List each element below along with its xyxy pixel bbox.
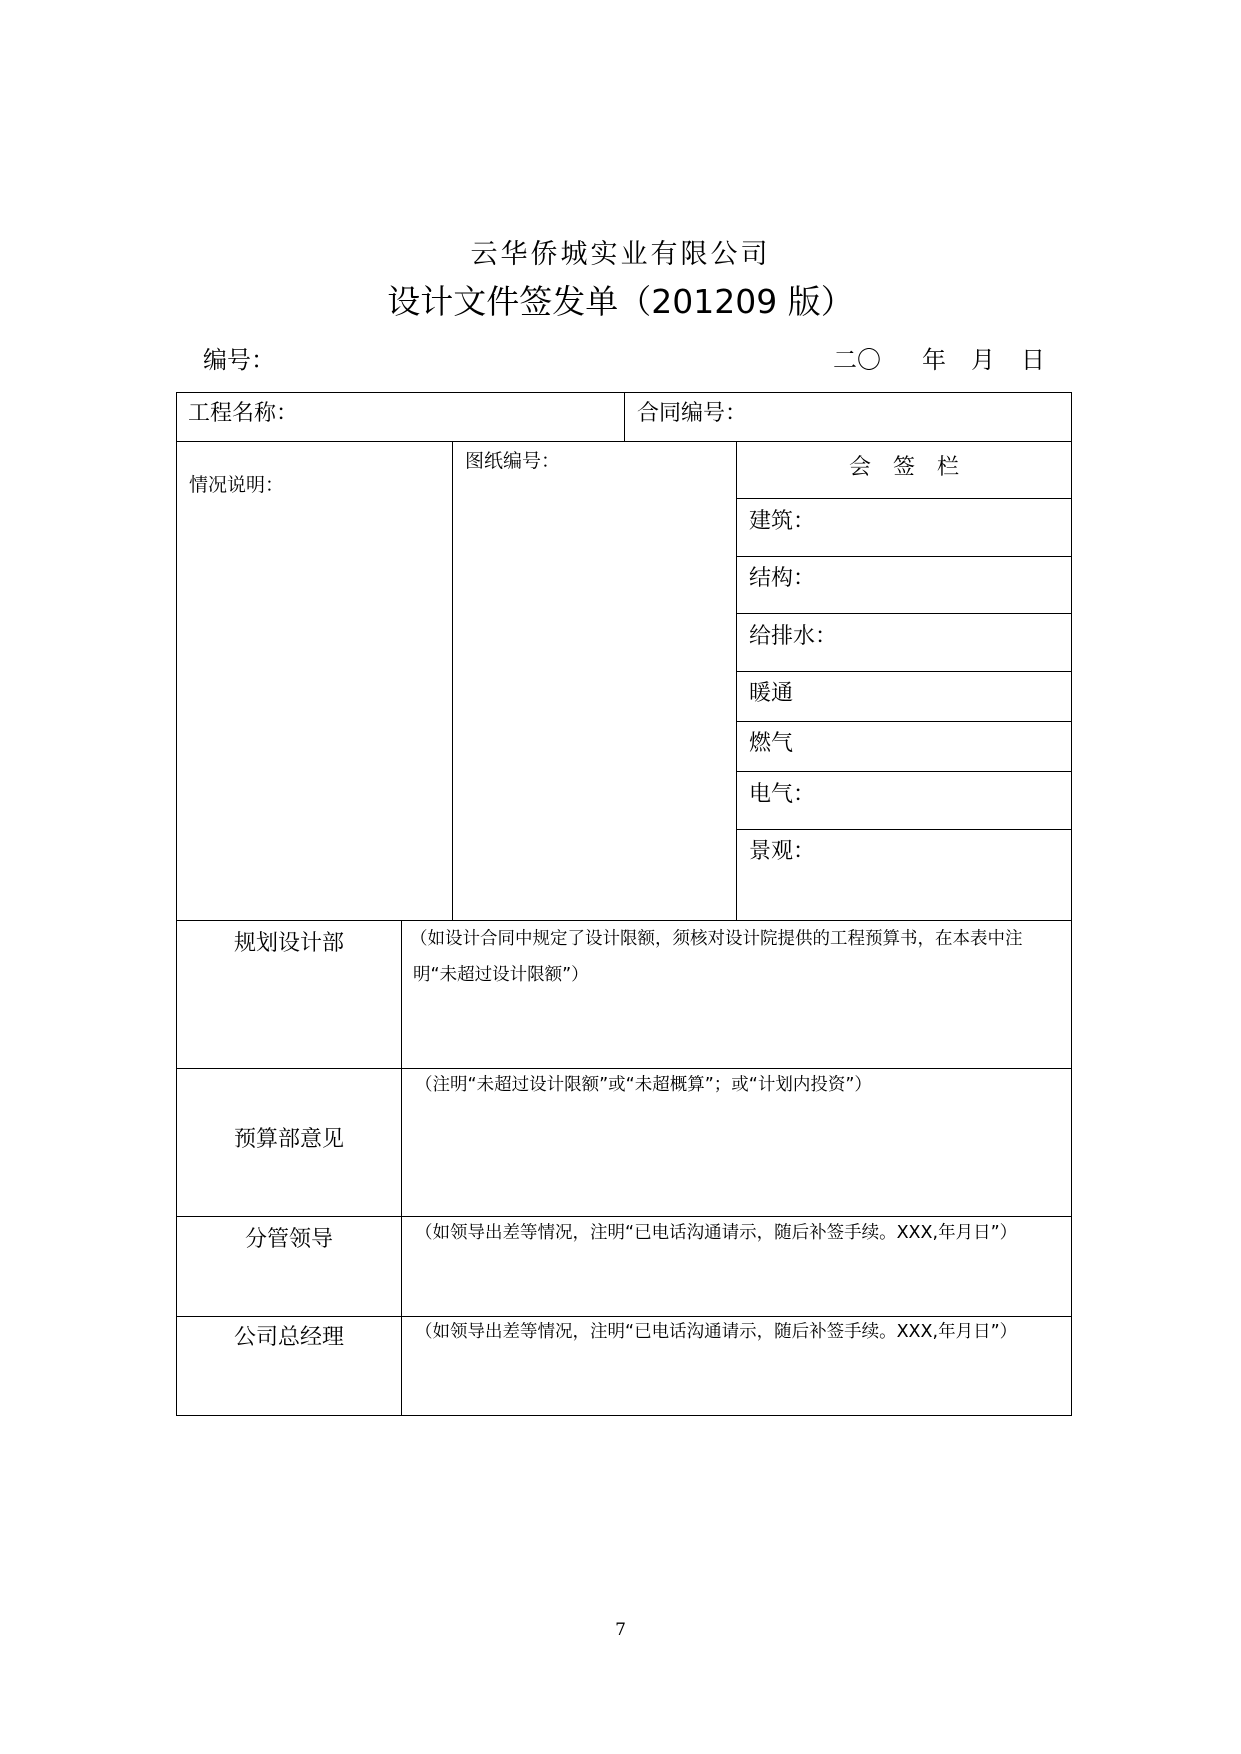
divider-project-contract [624, 392, 625, 442]
dept-gm-note: （如领导出差等情况，注明“已电话沟通请示，随后补签手续。XXX,年月日”） [415, 1322, 1018, 1342]
dept-planning-note-2: 明“未超过设计限额”） [413, 965, 589, 985]
dept-label-divider [401, 920, 402, 1416]
sign-item-architecture: 建筑： [749, 509, 816, 534]
project-name-label: 工程名称： [188, 401, 299, 426]
dept-budget-note: （注明“未超过设计限额”或“未超概算”；或“计划内投资”） [415, 1075, 872, 1095]
sign-item-hvac: 暖通 [749, 681, 794, 706]
dept-line-2 [176, 1216, 1072, 1217]
sign-line-4 [736, 671, 1072, 672]
sign-item-structure: 结构： [749, 566, 816, 591]
table-border-right [1071, 392, 1072, 1416]
dept-leader-label: 分管领导 [244, 1227, 333, 1252]
company-name: 云华侨城实业有限公司 [470, 239, 771, 270]
date-year: 年 [922, 346, 946, 374]
sign-item-electrical: 电气： [749, 782, 816, 807]
page-number: 7 [615, 1620, 626, 1640]
dept-gm-label: 公司总经理 [233, 1325, 344, 1350]
table-border-bottom [176, 1415, 1072, 1416]
dept-row-top [176, 920, 1072, 921]
sign-item-plumbing: 给排水： [749, 624, 838, 649]
form-title: 设计文件签发单（201209 版） [387, 282, 854, 321]
dept-line-1 [176, 1068, 1072, 1069]
divider-situation-drawing [452, 441, 453, 920]
sign-item-gas: 燃气 [749, 731, 794, 756]
sign-line-1 [736, 498, 1072, 499]
date-month: 月 [971, 346, 995, 374]
sign-item-landscape: 景观： [749, 839, 816, 864]
sign-line-5 [736, 721, 1072, 722]
sign-line-3 [736, 613, 1072, 614]
number-label: 编号： [203, 346, 275, 374]
situation-label: 情况说明： [189, 474, 285, 496]
dept-budget-label: 预算部意见 [233, 1127, 344, 1152]
date-day: 日 [1021, 346, 1045, 374]
sign-line-6 [736, 771, 1072, 772]
dept-leader-note: （如领导出差等情况，注明“已电话沟通请示，随后补签手续。XXX,年月日”） [415, 1223, 1018, 1243]
date-prefix: 二〇 [833, 346, 881, 374]
dept-planning-note-1: （如设计合同中规定了设计限额，须核对设计院提供的工程预算书，在本表中注 [410, 929, 1023, 949]
row1-bottom [176, 441, 1072, 442]
divider-drawing-sign [736, 441, 737, 920]
table-border-left [176, 392, 177, 1416]
sign-line-2 [736, 556, 1072, 557]
sign-line-7 [736, 829, 1072, 830]
sign-column-title: 会 签 栏 [848, 455, 959, 480]
dept-planning-label: 规划设计部 [233, 931, 344, 956]
drawing-no-label: 图纸编号： [465, 450, 561, 472]
contract-no-label: 合同编号： [637, 401, 748, 426]
